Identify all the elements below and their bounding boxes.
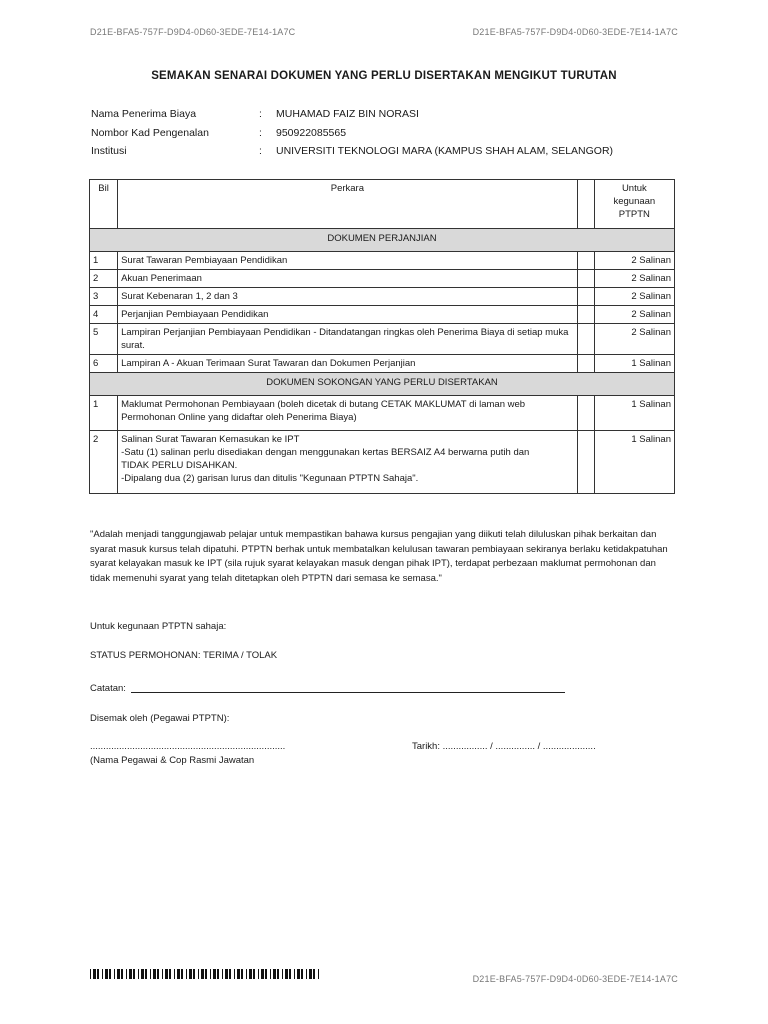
row-checkbox-cell <box>577 396 594 431</box>
info-colon: : <box>259 126 262 139</box>
row-qty: 2 Salinan <box>594 306 674 324</box>
row-qty: 1 Salinan <box>594 355 674 373</box>
table-row <box>90 288 675 306</box>
section-row-sokongan <box>90 373 675 396</box>
table-row <box>90 355 675 373</box>
table-row <box>90 431 675 494</box>
page-title: SEMAKAN SENARAI DOKUMEN YANG PERLU DISERTAKAN MENGIKUT TURUTAN <box>151 70 617 82</box>
row-qty: 2 Salinan <box>594 252 674 270</box>
row-bil: 2 <box>90 431 118 494</box>
row-perkara: Akuan Penerimaan <box>118 270 578 288</box>
reviewed-by-label: Disemak oleh (Pegawai PTPTN): <box>90 713 230 724</box>
row-bil: 1 <box>90 396 118 431</box>
office-use-label: Untuk kegunaan PTPTN sahaja: <box>90 621 227 632</box>
row-perkara-line: -Dipalang dua (2) garisan lurus dan ditulis "Kegunaan PTPTN Sahaja". <box>121 473 419 484</box>
row-qty: 2 Salinan <box>594 270 674 288</box>
row-bil: 5 <box>90 324 118 355</box>
row-bil: 1 <box>90 252 118 270</box>
officer-name-stamp-label: (Nama Pegawai & Cop Rasmi Jawatan <box>90 755 255 766</box>
catatan-label: Catatan: <box>90 683 126 694</box>
document-checklist-table <box>89 179 675 494</box>
row-bil: 4 <box>90 306 118 324</box>
info-colon: : <box>259 108 262 120</box>
row-checkbox-cell <box>577 270 594 288</box>
row-bil: 6 <box>90 355 118 373</box>
row-perkara: Lampiran A - Akuan Terimaan Surat Tawaran dan Dokumen Perjanjian <box>118 355 578 373</box>
column-header-blank <box>577 180 594 229</box>
info-label: Nama Penerima Biaya <box>91 108 197 120</box>
section-row-perjanjian <box>90 229 675 252</box>
column-header-perkara: Perkara <box>118 180 578 229</box>
info-label: Nombor Kad Pengenalan <box>91 126 209 139</box>
row-checkbox-cell <box>577 288 594 306</box>
section-title: DOKUMEN SOKONGAN YANG PERLU DISERTAKAN <box>90 373 675 396</box>
row-perkara: Surat Kebenaran 1, 2 dan 3 <box>118 288 578 306</box>
table-row <box>90 306 675 324</box>
table-header-row <box>90 180 675 229</box>
table-row <box>90 252 675 270</box>
row-checkbox-cell <box>577 324 594 355</box>
row-checkbox-cell <box>577 252 594 270</box>
info-label: Institusi <box>91 145 127 157</box>
row-perkara <box>118 431 578 494</box>
table-row <box>90 324 675 355</box>
row-perkara-line: -Satu (1) salinan perlu disediakan dengan menggunakan kertas BERSAIZ A4 berwarna putih dan <box>121 447 530 458</box>
responsibility-statement: "Adalah menjadi tanggungjawab pelajar untuk mempastikan bahawa kursus pengajian yang diikuti telah diluluskan pihak berkaitan dan syarat masuk kursus telah dipatuhi. PTPTN berhak untuk membatalkan kelulusan tawaran pembiayaan sekiranya berlaku ketidakpatuhan syarat kelayakan masuk ke IPT (sila rujuk syarat kelayakan masuk dengan pihak IPT), terdapat perbezaan maklumat permohonan dan tidak memenuhi syarat yang telah ditetapkan oleh PTPTN dari semasa ke semasa." <box>90 529 668 585</box>
catatan-line <box>131 692 565 693</box>
row-perkara: Lampiran Perjanjian Pembiayaan Pendidikan - Ditandatangan ringkas oleh Penerima Biaya di setiap muka surat. <box>118 324 578 355</box>
untuk-line: Untuk <box>621 183 647 194</box>
row-perkara-line: Salinan Surat Tawaran Kemasukan ke IPT <box>121 434 300 445</box>
untuk-line: PTPTN <box>618 209 650 220</box>
row-checkbox-cell <box>577 355 594 373</box>
info-value: 950922085565 <box>276 126 347 139</box>
row-perkara: Maklumat Permohonan Pembiayaan (boleh dicetak di butang CETAK MAKLUMAT di laman web Permohonan Online yang didaftar oleh Penerima Biaya) <box>118 396 578 431</box>
barcode-graphic <box>90 969 319 979</box>
document-id-footer: D21E-BFA5-757F-D9D4-0D60-3EDE-7E14-1A7C <box>472 974 678 984</box>
row-perkara: Perjanjian Pembiayaan Pendidikan <box>118 306 578 324</box>
row-bil: 3 <box>90 288 118 306</box>
untuk-line: kegunaan <box>613 196 656 207</box>
section-title: DOKUMEN PERJANJIAN <box>90 229 675 252</box>
row-qty: 1 Salinan <box>594 431 674 494</box>
row-checkbox-cell <box>577 431 594 494</box>
document-id-left: D21E-BFA5-757F-D9D4-0D60-3EDE-7E14-1A7C <box>90 27 296 37</box>
row-qty: 2 Salinan <box>594 288 674 306</box>
date-field: Tarikh: ................. / ............... / .................... <box>412 741 596 752</box>
application-status: STATUS PERMOHONAN: TERIMA / TOLAK <box>90 650 278 661</box>
table-row <box>90 396 675 431</box>
row-perkara: Surat Tawaran Pembiayaan Pendidikan <box>118 252 578 270</box>
signature-line: .......................................................................... <box>90 741 286 752</box>
column-header-untuk-kegunaan <box>594 180 674 229</box>
row-bil: 2 <box>90 270 118 288</box>
info-value: MUHAMAD FAIZ BIN NORASI <box>276 108 419 120</box>
document-id-right: D21E-BFA5-757F-D9D4-0D60-3EDE-7E14-1A7C <box>472 27 678 37</box>
row-qty: 2 Salinan <box>594 324 674 355</box>
info-colon: : <box>259 145 262 157</box>
table-row <box>90 270 675 288</box>
info-value: UNIVERSITI TEKNOLOGI MARA (KAMPUS SHAH ALAM, SELANGOR) <box>276 145 614 157</box>
row-qty: 1 Salinan <box>594 396 674 431</box>
row-perkara-line: TIDAK PERLU DISAHKAN. <box>121 460 238 471</box>
row-checkbox-cell <box>577 306 594 324</box>
column-header-bil: Bil <box>90 180 118 229</box>
